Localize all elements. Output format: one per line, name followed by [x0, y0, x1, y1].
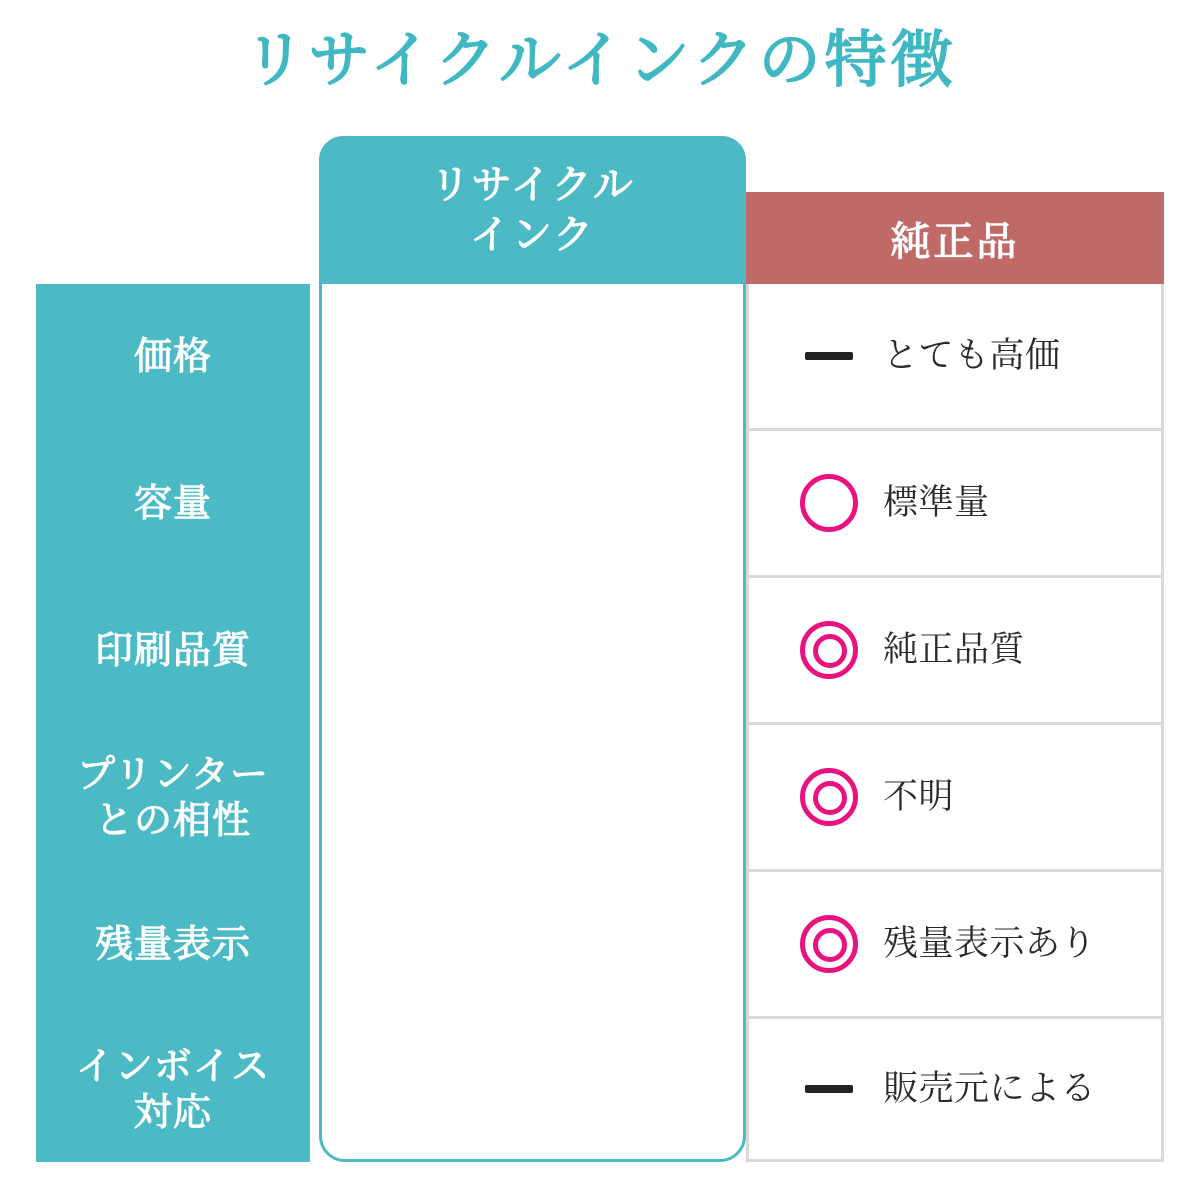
- cell-genuine-print-quality: [746, 578, 1164, 725]
- cell-genuine-invoice: [746, 1019, 1164, 1162]
- row-label-ink-level: 残量表示: [36, 872, 310, 1019]
- row-label-capacity: 容量: [36, 431, 310, 578]
- single-circle-icon: [793, 474, 865, 532]
- cell-genuine-print-quality-text: 純正品質: [883, 629, 1026, 669]
- column-header-genuine: 純正品: [746, 192, 1164, 284]
- row-label-price: 価格: [36, 284, 310, 431]
- row-label-compatibility-line1: プリンター: [77, 753, 269, 796]
- double-circle-icon: [793, 621, 865, 679]
- column-header-recycle-line1: リサイクル: [430, 163, 635, 207]
- cell-genuine-ink-level: [746, 872, 1164, 1019]
- row-label-compatibility: [36, 725, 310, 872]
- cell-genuine-ink-level-text: 残量表示あり: [883, 923, 1097, 963]
- column-header-recycle: [319, 136, 746, 284]
- cell-genuine-capacity-text: 標準量: [883, 482, 990, 522]
- recycle-column-card: [319, 136, 746, 1162]
- double-circle-icon: [793, 915, 865, 973]
- comparison-table: [36, 136, 1164, 1166]
- dash-icon: [793, 352, 865, 360]
- double-circle-icon: [793, 768, 865, 826]
- column-header-recycle-line2: インク: [469, 213, 596, 257]
- cell-genuine-price-text: とても高価: [883, 335, 1061, 375]
- row-label-invoice: [36, 1019, 310, 1162]
- cell-genuine-capacity: [746, 431, 1164, 578]
- dash-icon: [793, 1085, 865, 1093]
- row-label-invoice-line1: インボイス: [75, 1045, 271, 1088]
- row-label-compatibility-line2: との相性: [94, 799, 251, 842]
- cell-genuine-price: [746, 284, 1164, 431]
- page-title: リサイクルインクの特徴: [243, 26, 957, 95]
- cell-genuine-invoice-text: 販売元による: [883, 1068, 1097, 1108]
- cell-genuine-compatibility: [746, 725, 1164, 872]
- cell-genuine-compatibility-text: 不明: [883, 776, 955, 816]
- row-label-print-quality: 印刷品質: [36, 578, 310, 725]
- row-label-invoice-line2: 対応: [133, 1091, 212, 1134]
